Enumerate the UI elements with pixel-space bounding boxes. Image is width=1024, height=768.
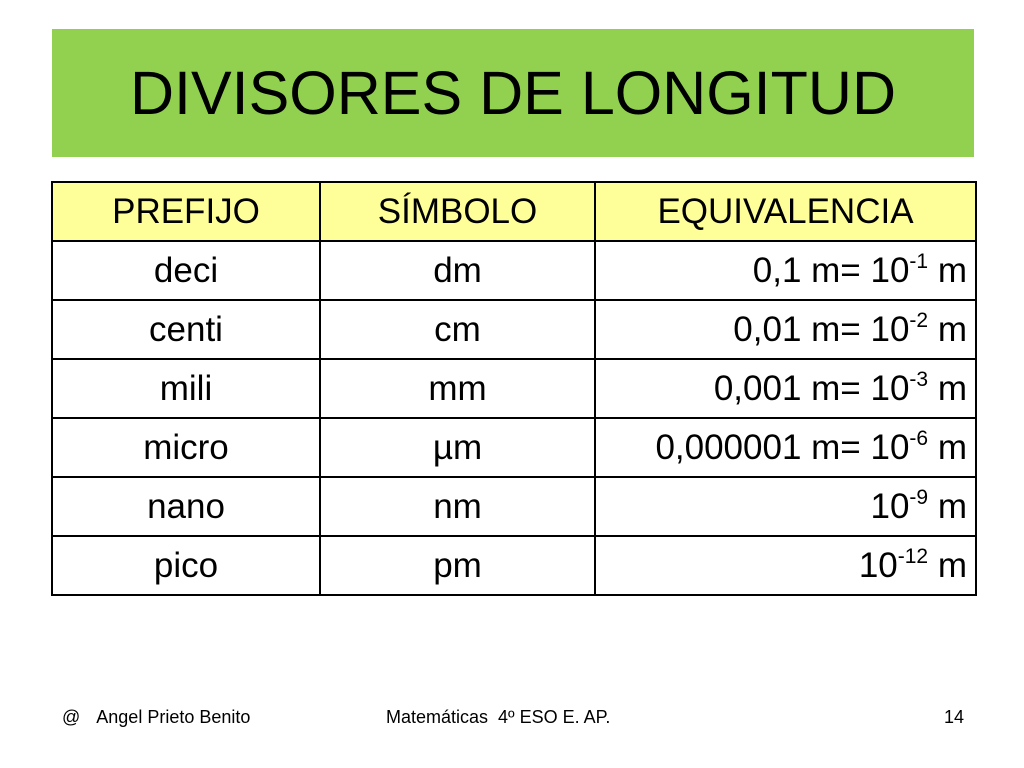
unit: m: [937, 428, 967, 467]
author-name: Angel Prieto Benito: [96, 707, 251, 727]
unit: m: [937, 310, 967, 349]
unit: m: [937, 546, 967, 585]
page-title: DIVISORES DE LONGITUD: [129, 59, 896, 127]
symbol-cell: mm: [320, 359, 595, 418]
equivalence-decimal: 0,001 m=: [713, 369, 861, 408]
power-base: 10: [870, 487, 910, 526]
power-base: 10: [858, 546, 898, 585]
equivalence-cell: [595, 536, 976, 595]
unit: m: [937, 369, 967, 408]
equivalence-decimal: 0,000001 m=: [655, 428, 861, 467]
table-row: [52, 477, 976, 536]
prefix-cell: deci: [52, 241, 320, 300]
table-row: [52, 359, 976, 418]
power-exponent: -12: [897, 545, 929, 568]
footer-page-number: 14: [944, 707, 965, 727]
power-exponent: -3: [909, 368, 929, 391]
symbol-cell: dm: [320, 241, 595, 300]
header-equivalence: EQUIVALENCIA: [595, 182, 976, 241]
footer-author: [62, 707, 250, 728]
table-row: [52, 418, 976, 477]
power-exponent: -2: [909, 309, 929, 332]
prefix-cell: nano: [52, 477, 320, 536]
power-exponent: -1: [909, 250, 929, 273]
symbol-cell: pm: [320, 536, 595, 595]
equivalence-cell: [595, 477, 976, 536]
table-row: [52, 241, 976, 300]
prefix-cell: pico: [52, 536, 320, 595]
unit: m: [937, 251, 967, 290]
power-exponent: -9: [909, 486, 929, 509]
power-base: 10: [870, 369, 910, 408]
table-header-row: [52, 182, 976, 241]
power-exponent: -6: [909, 427, 929, 450]
symbol-cell: cm: [320, 300, 595, 359]
table-row: [52, 536, 976, 595]
table-row: [52, 300, 976, 359]
equivalence-cell: [595, 359, 976, 418]
prefix-cell: mili: [52, 359, 320, 418]
equivalence-cell: [595, 300, 976, 359]
power-base: 10: [870, 428, 910, 467]
prefix-cell: micro: [52, 418, 320, 477]
unit: m: [937, 487, 967, 526]
power-base: 10: [870, 310, 910, 349]
prefix-cell: centi: [52, 300, 320, 359]
title-banner: [52, 29, 974, 157]
header-symbol: SÍMBOLO: [320, 182, 595, 241]
header-prefix: PREFIJO: [52, 182, 320, 241]
symbol-cell: nm: [320, 477, 595, 536]
footer-course: Matemáticas 4º ESO E. AP.: [386, 707, 611, 727]
power-base: 10: [870, 251, 910, 290]
equivalence-cell: [595, 241, 976, 300]
at-symbol: @: [62, 707, 81, 727]
equivalence-cell: [595, 418, 976, 477]
equivalence-decimal: 0,1 m=: [752, 251, 861, 290]
equivalence-decimal: 0,01 m=: [733, 310, 861, 349]
length-divisors-table: [51, 181, 977, 596]
symbol-cell: µm: [320, 418, 595, 477]
